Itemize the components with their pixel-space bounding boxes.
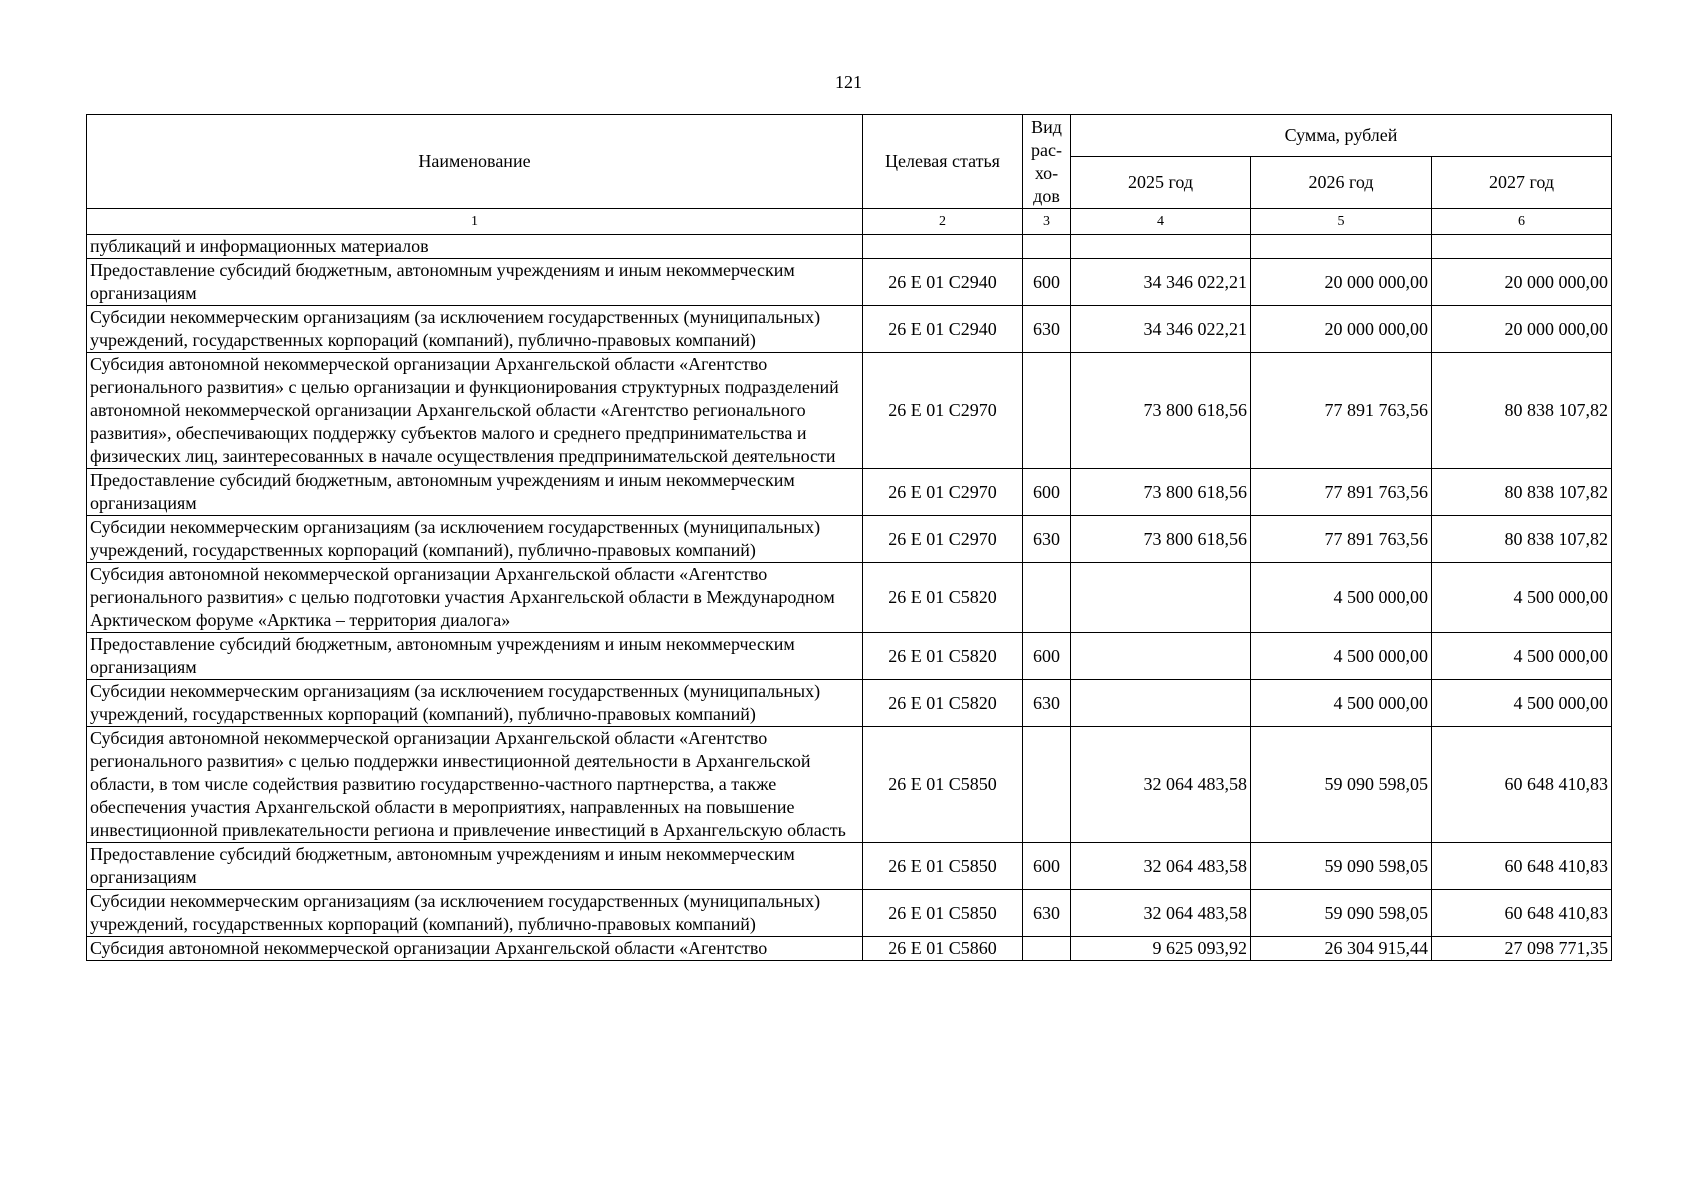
row-amount-2027-cell: 27 098 771,35: [1432, 937, 1612, 961]
row-amount-2027-cell: 60 648 410,83: [1432, 727, 1612, 843]
row-target-code-cell: 26 Е 01 С2970: [863, 353, 1023, 469]
row-amount-2025-cell: [1071, 235, 1251, 259]
row-name-cell: Субсидия автономной некоммерческой организации Архангельской области «Агентство регионального развития» с целью поддержки инвестиционной деятельности в Архангельской области, в том числе содействия развитию государственно-частного партнерства, а также обеспечения участия Архангельской области в мероприятиях, направленных на повышение инвестиционной привлекательности региона и привлечение инвестиций в Архангельскую область: [87, 727, 863, 843]
row-amount-2026-cell: [1251, 235, 1432, 259]
header-name: Наименование: [87, 115, 863, 209]
row-amount-2027-cell: 60 648 410,83: [1432, 890, 1612, 937]
row-amount-2027-cell: 4 500 000,00: [1432, 633, 1612, 680]
row-target-code-cell: 26 Е 01 С5820: [863, 563, 1023, 633]
row-name-cell: Субсидия автономной некоммерческой организации Архангельской области «Агентство: [87, 937, 863, 961]
row-name-cell: Субсидия автономной некоммерческой организации Архангельской области «Агентство регионального развития» с целью подготовки участия Архангельской области в Международном Арктическом форуме «Арктика – территория диалога»: [87, 563, 863, 633]
row-amount-2025-cell: [1071, 680, 1251, 727]
column-number: 3: [1023, 209, 1071, 235]
column-number: 4: [1071, 209, 1251, 235]
table-row: [87, 353, 1612, 469]
row-name-cell: Предоставление субсидий бюджетным, автономным учреждениям и иным некоммерческим организациям: [87, 259, 863, 306]
table-row: [87, 563, 1612, 633]
table-row: [87, 469, 1612, 516]
table-row: [87, 633, 1612, 680]
row-name-cell: Предоставление субсидий бюджетным, автономным учреждениям и иным некоммерческим организациям: [87, 633, 863, 680]
row-name-cell: Субсидии некоммерческим организациям (за исключением государственных (муниципальных) учреждений, государственных корпораций (компаний), публично-правовых компаний): [87, 306, 863, 353]
page-number: 121: [835, 72, 862, 92]
row-amount-2027-cell: 60 648 410,83: [1432, 843, 1612, 890]
row-target-code-cell: 26 Е 01 С2940: [863, 259, 1023, 306]
table-header: [87, 115, 1612, 209]
row-expense-type-cell: [1023, 563, 1071, 633]
row-target-code-cell: [863, 235, 1023, 259]
table-row: [87, 680, 1612, 727]
column-number-row: [87, 209, 1612, 235]
row-amount-2025-cell: 32 064 483,58: [1071, 843, 1251, 890]
header-sum-group: Сумма, рублей: [1071, 115, 1612, 157]
header-expense-type: Вид рас- хо- дов: [1023, 115, 1071, 209]
row-amount-2025-cell: [1071, 633, 1251, 680]
table-body: [87, 209, 1612, 961]
row-amount-2025-cell: 73 800 618,56: [1071, 516, 1251, 563]
row-amount-2026-cell: 26 304 915,44: [1251, 937, 1432, 961]
row-target-code-cell: 26 Е 01 С2970: [863, 469, 1023, 516]
table-row: [87, 516, 1612, 563]
row-amount-2027-cell: 80 838 107,82: [1432, 353, 1612, 469]
row-expense-type-cell: [1023, 235, 1071, 259]
row-expense-type-cell: 630: [1023, 680, 1071, 727]
column-number: 5: [1251, 209, 1432, 235]
row-target-code-cell: 26 Е 01 С5850: [863, 843, 1023, 890]
row-amount-2027-cell: 4 500 000,00: [1432, 680, 1612, 727]
row-expense-type-cell: [1023, 727, 1071, 843]
row-target-code-cell: 26 Е 01 С5850: [863, 890, 1023, 937]
row-amount-2025-cell: 34 346 022,21: [1071, 259, 1251, 306]
header-target-article: Целевая статья: [863, 115, 1023, 209]
row-target-code-cell: 26 Е 01 С5820: [863, 680, 1023, 727]
row-name-cell: Предоставление субсидий бюджетным, автономным учреждениям и иным некоммерческим организациям: [87, 469, 863, 516]
row-amount-2026-cell: 77 891 763,56: [1251, 469, 1432, 516]
row-target-code-cell: 26 Е 01 С5860: [863, 937, 1023, 961]
row-expense-type-cell: 630: [1023, 306, 1071, 353]
header-year-2025: 2025 год: [1071, 157, 1251, 209]
table-row: [87, 727, 1612, 843]
header-year-2027: 2027 год: [1432, 157, 1612, 209]
row-amount-2026-cell: 4 500 000,00: [1251, 680, 1432, 727]
row-name-cell: Субсидии некоммерческим организациям (за исключением государственных (муниципальных) учреждений, государственных корпораций (компаний), публично-правовых компаний): [87, 890, 863, 937]
row-expense-type-cell: 600: [1023, 843, 1071, 890]
row-amount-2026-cell: 77 891 763,56: [1251, 353, 1432, 469]
row-name-cell: Субсидии некоммерческим организациям (за исключением государственных (муниципальных) учреждений, государственных корпораций (компаний), публично-правовых компаний): [87, 680, 863, 727]
row-amount-2025-cell: 32 064 483,58: [1071, 890, 1251, 937]
row-name-cell: публикаций и информационных материалов: [87, 235, 863, 259]
row-amount-2026-cell: 77 891 763,56: [1251, 516, 1432, 563]
header-year-2026: 2026 год: [1251, 157, 1432, 209]
row-expense-type-cell: 600: [1023, 633, 1071, 680]
row-amount-2025-cell: 34 346 022,21: [1071, 306, 1251, 353]
row-target-code-cell: 26 Е 01 С2940: [863, 306, 1023, 353]
row-amount-2025-cell: 32 064 483,58: [1071, 727, 1251, 843]
row-amount-2026-cell: 20 000 000,00: [1251, 259, 1432, 306]
column-number: 2: [863, 209, 1023, 235]
row-target-code-cell: 26 Е 01 С5820: [863, 633, 1023, 680]
table-row: [87, 937, 1612, 961]
row-expense-type-cell: 600: [1023, 469, 1071, 516]
row-amount-2025-cell: 9 625 093,92: [1071, 937, 1251, 961]
row-amount-2027-cell: 20 000 000,00: [1432, 306, 1612, 353]
column-number: 1: [87, 209, 863, 235]
row-amount-2026-cell: 4 500 000,00: [1251, 633, 1432, 680]
row-expense-type-cell: 630: [1023, 516, 1071, 563]
row-amount-2026-cell: 20 000 000,00: [1251, 306, 1432, 353]
row-amount-2025-cell: 73 800 618,56: [1071, 469, 1251, 516]
row-amount-2025-cell: [1071, 563, 1251, 633]
row-expense-type-cell: [1023, 937, 1071, 961]
row-expense-type-cell: 600: [1023, 259, 1071, 306]
table-row: [87, 843, 1612, 890]
row-amount-2027-cell: 80 838 107,82: [1432, 469, 1612, 516]
table-row: [87, 306, 1612, 353]
row-amount-2025-cell: 73 800 618,56: [1071, 353, 1251, 469]
table-row: [87, 890, 1612, 937]
budget-table: [86, 114, 1612, 961]
row-amount-2027-cell: 4 500 000,00: [1432, 563, 1612, 633]
row-target-code-cell: 26 Е 01 С5850: [863, 727, 1023, 843]
row-expense-type-cell: [1023, 353, 1071, 469]
row-target-code-cell: 26 Е 01 С2970: [863, 516, 1023, 563]
row-name-cell: Субсидия автономной некоммерческой организации Архангельской области «Агентство регионального развития» с целью организации и функционирования структурных подразделений автономной некоммерческой организации Архангельской области «Агентство регионального развития», обеспечивающих поддержку субъектов малого и среднего предпринимательства и физических лиц, заинтересованных в начале осуществления предпринимательской деятельности: [87, 353, 863, 469]
row-name-cell: Субсидии некоммерческим организациям (за исключением государственных (муниципальных) учреждений, государственных корпораций (компаний), публично-правовых компаний): [87, 516, 863, 563]
row-name-cell: Предоставление субсидий бюджетным, автономным учреждениям и иным некоммерческим организациям: [87, 843, 863, 890]
row-amount-2026-cell: 59 090 598,05: [1251, 890, 1432, 937]
row-amount-2027-cell: 20 000 000,00: [1432, 259, 1612, 306]
column-number: 6: [1432, 209, 1612, 235]
row-amount-2026-cell: 59 090 598,05: [1251, 727, 1432, 843]
row-expense-type-cell: 630: [1023, 890, 1071, 937]
table-row: [87, 235, 1612, 259]
row-amount-2027-cell: 80 838 107,82: [1432, 516, 1612, 563]
row-amount-2026-cell: 4 500 000,00: [1251, 563, 1432, 633]
row-amount-2027-cell: [1432, 235, 1612, 259]
table-row: [87, 259, 1612, 306]
row-amount-2026-cell: 59 090 598,05: [1251, 843, 1432, 890]
